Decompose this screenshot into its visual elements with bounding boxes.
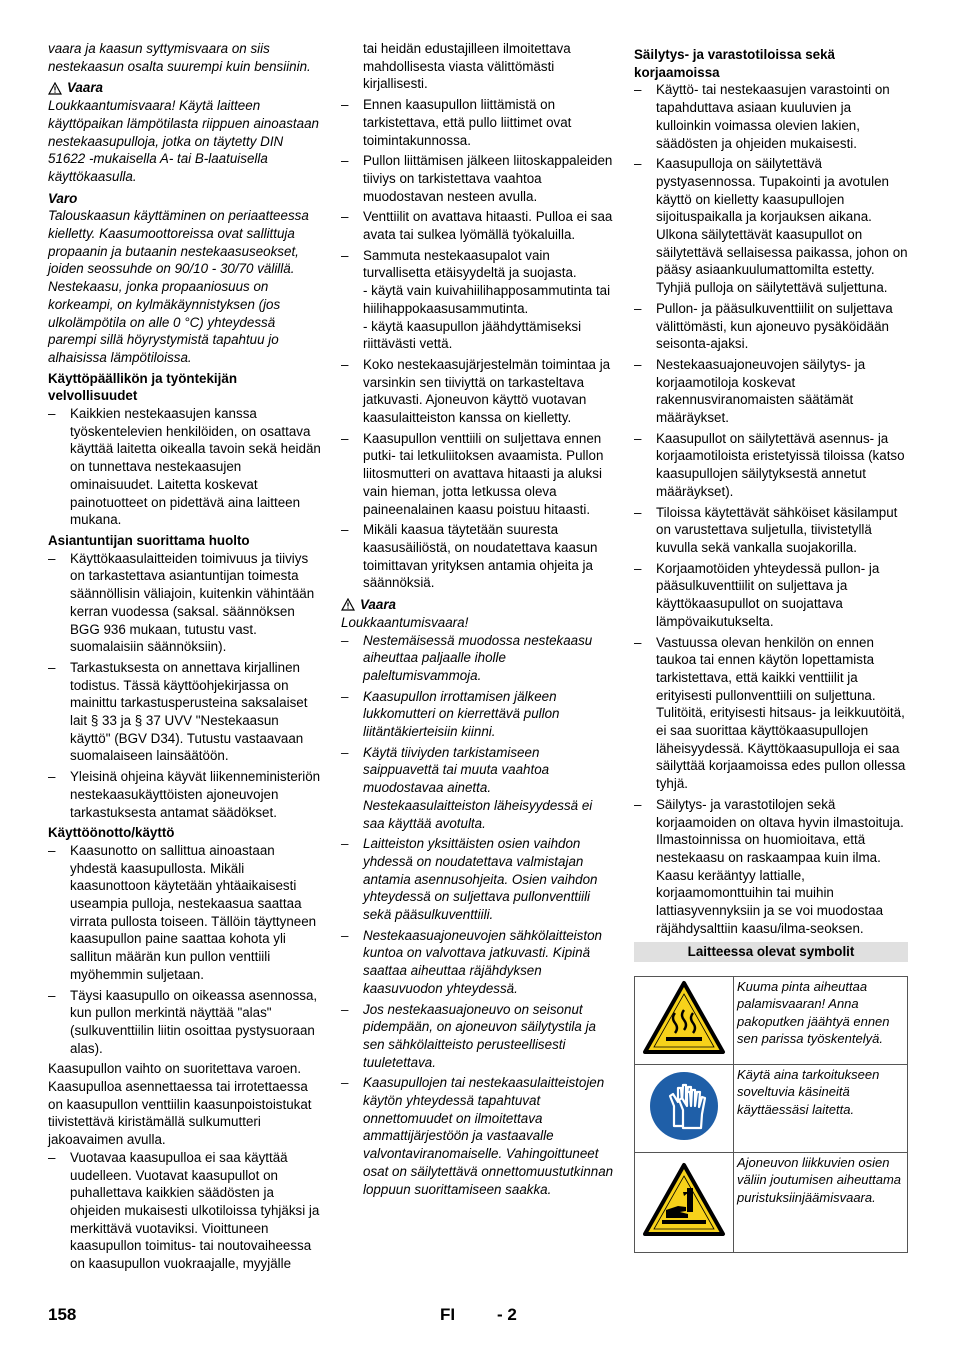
section-heading: Käyttöpäällikön ja työntekijän velvollisuudet <box>48 370 237 404</box>
list-item: – Käytä tiiviyden tarkistamiseen saippuavettä tai muuta vaahtoa muodostavaa ainetta. Nestekaasulaitteiston läheisyydessä ei saa käyttää avotulta. <box>341 744 616 833</box>
list-item: – Ennen kaasupullon liittämistä on tarkistettava, että pullo liittimet ovat toimintakunnossa. <box>341 96 616 149</box>
list-item: – Säilytys- ja varastotilojen sekä korjaamoiden on oltava hyvin ilmastoituja. Ilmastoinnissa on huomioitava, että nestekaasu on raskaampaa kuin ilma. Kaasu kerääntyy lattialle, korjaamomonttuihin tai muihin lattiasyvennyksiin ja se voi muodostaa räjähdysalttiin kaasu/ilma-seoksen. <box>634 796 908 938</box>
list-item: – Tiloissa käytettävät sähköiset käsilamput on varustettava suljetulla, tiivistetyllä kuvulla sekä vankalla suojakorilla. <box>634 504 908 557</box>
list-item: – Tarkastuksesta on annettava kirjallinen todistus. Tässä käyttöohjekirjassa on mainittu tarkastusperusteina saksalaiset lait § 33 ja § 37 UVV "Nestekaasun käyttö" (BGV D34). Tutustu vastaavaan suomalaiseen lainsäätöön. <box>48 659 322 765</box>
symbol-description: Kuuma pinta aiheuttaa palamisvaaran! Anna pakoputken jäähtyä ennen sen parissa työskentelyä. <box>734 977 908 1065</box>
paragraph: Kaasupullon vaihto on suoritettava varoen. Kaasupulloa asennettaessa tai irrotettaessa on kaasupullon venttiilin kaasunpoistoistukat tiivistettävä kiristämällä sulkumutteri jakoavaimen avulla. <box>48 1061 312 1148</box>
language-code: FI <box>440 1305 456 1324</box>
page-number: 158 <box>48 1305 77 1324</box>
list-item: – Kaasupullot on säilytettävä asennus- ja korjaamotiloista eristetyissä tiloissa (katso kaasupullojen säilytyksestä annetut määräykset). <box>634 430 908 501</box>
list-item: – Nestekaasuajoneuvojen säilytys- ja korjaamotiloja koskevat rakennusviranomaisten säätämät määräykset. <box>634 356 908 427</box>
list-item: – Käyttö- tai nestekaasujen varastointi on tapahduttava asiaan kuuluvien ja kulloinkin voimassa olevien lakien, säädösten ja ohjeiden mukaisesti. <box>634 81 908 152</box>
symbols-heading: Laitteessa olevat symbolit <box>634 942 908 962</box>
list-item: – Kaasunotto on sallittua ainoastaan yhdestä kaasupullosta. Mikäli kaasunottoon käytetään yhtäaikaisesti useampia pulloja, nestekaasua saattaa virrata pullosta toiseen. Tällöin täyttyneen kaasupullon paine saattaa kohota yli sallitun määrän kun pullon venttiili myöhemmin suljetaan. <box>48 842 322 984</box>
section-heading: Käyttöönotto/käyttö <box>48 825 175 841</box>
list-item: – Vuotavaa kaasupulloa ei saa käyttää uudelleen. Vuotavat kaasupullot on puhallettava kaikkien säädösten ja ohjeiden mukaisesti ulkotiloissa tyhjäksi ja merkittävä vuotaviksi. Vioittuneen kaasupullon toimitus- tai noutovaiheessa on kaasupullon vuokraajalle, myyjälle <box>48 1149 322 1273</box>
section-heading: Asiantuntijan suorittama huolto <box>48 532 250 548</box>
warning-text: Loukkaantumisvaara! <box>341 614 469 630</box>
table-row <box>635 977 908 1065</box>
warning-heading <box>48 79 322 97</box>
list-item: – Korjaamotöiden yhteydessä pullon- ja pääsulkuventtiilit on suljettava ja käyttökaasupullot on suojattava lämpövaikutukselta. <box>634 560 908 631</box>
intro-text: vaara ja kaasun syttymisvaara on siis nestekaasun osalta suurempi kuin bensiinin. <box>48 41 311 74</box>
warning-heading <box>341 596 616 614</box>
list-item: – Koko nestekaasujärjestelmän toimintaa ja varsinkin sen tiiviyttä on tarkasteltava jatkuvasti. Ajoneuvon käyttö vuotavan kaasulaitteiston kanssa on kielletty. <box>341 356 616 427</box>
list-item: – Mikäli kaasua täytetään suuresta kaasusäiliöstä, on noudatettava kaasun toimittavan yrityksen antamia ohjeita ja säännöksiä. <box>341 521 616 592</box>
list-item: – Jos nestekaasuajoneuvo on seisonut pidempään, on ajoneuvon säilytystila ja sen sähkölaitteisto perusteellisesti tuuletettava. <box>341 1001 616 1072</box>
caution-label: Varo <box>48 190 78 206</box>
list-item: – Käyttökaasulaitteiden toimivuus ja tiiviys on tarkastettava asiantuntijan toimesta säännöllisin väliajoin, kuitenkin vähintään kerran vuodessa (saksal. säännöksen BGG 936 mukaan, tutustu vast. suomalaisiin säännöksiin). <box>48 550 322 656</box>
column-right <box>634 40 908 1253</box>
storage-list <box>634 81 908 937</box>
wear-gloves-icon <box>648 1070 720 1142</box>
column-left <box>48 40 322 1276</box>
list-item: – Pullon liittämisen jälkeen liitoskappaleiden tiiviys on tarkistettava vaahtoa muodostavan nesteen avulla. <box>341 152 616 205</box>
list-item: – Nestemäisessä muodossa nestekaasu aiheuttaa paljaalle iholle paleltumisvammoja. <box>341 632 616 685</box>
operation-list <box>48 842 322 1057</box>
list-item: – Vastuussa olevan henkilön on ennen taukoa tai ennen käytön lopettamista tarkistettava, että kaikki venttiilit ja erityisesti pullonventtiili on suljettuna. Tulitöitä, erityisesti hitsaus- ja leikkuutöitä, ei saa suorittaa käyttökaasupullojen läheisyydessä. Käyttökaasupulloja ei saa säilyttää korjaamoissa edes pullon ollessa tyhjä. <box>634 634 908 793</box>
list-item: – Yleisinä ohjeina käyvät liikenneministeriön nestekaasukäyttöisten ajoneuvojen tarkastuksesta antamat säädökset. <box>48 768 322 821</box>
section-number: - 2 <box>497 1305 517 1324</box>
leak-list <box>48 1149 322 1273</box>
continued-text: tai heidän edustajilleen ilmoitettava mahdollisesta viasta välittömästi kirjallisesti. <box>363 41 571 92</box>
caution-text: Talouskaasun käyttäminen on periaatteessa kielletty. Kaasumoottoreissa ovat sallittuja propaanin ja butaanin nestekaasuseokset, joiden seossuhde on 90/10 - 30/70 välillä. Nestekaasu, jonka propaaniosuus on korkeampi, on kylmäkäynnistyksen (jos ulkolämpötila on alle 0 °C) yhteydessä parempi sillä höyrystymistä tapahtuu jo alhaisissa lämpötiloissa. <box>48 208 309 365</box>
warning-triangle-icon <box>48 82 62 95</box>
list-item: – Pullon- ja pääsulkuventtiilit on suljettava välittömästi, kun ajoneuvo pysäköidään seisonta-ajaksi. <box>634 300 908 353</box>
list-item: – Kaasupullon venttiili on suljettava ennen putki- tai letkuliitoksen avaamista. Pullon liitosmutteri on avattava hitaasti ja aluksi vain hieman, jotta letkussa oleva paineenalainen kaasu poistuu hitaasti. <box>341 430 616 519</box>
list-item: – Kaikkien nestekaasujen kanssa työskentelevien henkilöiden, on osattava käyttää laitetta oikealla tavoin sekä heidän on tunnettava nestekaasujen ominaisuudet. Laitetta koskevat painotuotteet on pidettävä aina laitteen mukana. <box>48 405 322 529</box>
list-item: – Nestekaasuajoneuvojen sähkölaitteiston kuntoa on valvottava jatkuvasti. Kipinä saattaa aiheuttaa räjähdyksen kaasuvuodon yhteydessä. <box>341 927 616 998</box>
safety-list <box>341 96 616 592</box>
list-item: – Venttiilit on avattava hitaasti. Pulloa ei saa avata tai sulkea lyömällä työkaluilla. <box>341 208 616 243</box>
symbols-table <box>634 976 908 1253</box>
list-item: – Kaasupulloja on säilytettävä pystyasennossa. Tupakointi ja avotulen käyttö on kielletty kaasupullojen sijoituspaikalla ja korjauksen aikana. Ulkona säilytettävät kaasupullot on säilytettävä sellaisessa paikassa, johon on pääsy asiaankuulumattomilta estetty. Tyhjiä pulloja on säilytettävä suljettuna. <box>634 155 908 297</box>
list-item: – Sammuta nestekaasupalot vain turvallisetta etäisyydeltä ja suojasta. - käytä vain kuivahiilihapposammutinta tai hiilihappokaasusammutinta. - käytä kaasupullon jäähdyttämiseksi riittävästi vettä. <box>341 247 616 353</box>
list-item: – Laitteiston yksittäisten osien vaihdon yhdessä on noudatettava valmistajan antamia asennusohjeita. Osien vaihdon yhteydessä on suljettava pullonventtiili sekä pääsulkuventtiili. <box>341 835 616 924</box>
list-item: – Täysi kaasupullo on oikeassa asennossa, kun pullon merkintä näyttää "alas" (sulkuventtiilin liitin osoittaa pystysuoraan alas). <box>48 987 322 1058</box>
duties-list <box>48 405 322 529</box>
warning-label: Vaara <box>360 597 396 613</box>
list-item: – Kaasupullon irrottamisen jälkeen lukkomutteri on kierrettävä pullon liitäntäkierteisiin kiinni. <box>341 688 616 741</box>
warning-triangle-icon <box>341 598 355 611</box>
table-row <box>635 1153 908 1253</box>
symbol-description: Ajoneuvon liikkuvien osien väliin joutumisen aiheuttama puristuksiinjäämisvaara. <box>734 1153 908 1253</box>
hand-crush-warning-icon <box>642 1162 726 1238</box>
table-row <box>635 1065 908 1153</box>
maintenance-list <box>48 550 322 822</box>
section-heading: Säilytys- ja varastotiloissa sekä korjaamoissa <box>634 47 835 80</box>
warning-label: Vaara <box>67 80 103 96</box>
column-middle <box>341 40 616 1201</box>
symbol-description: Käytä aina tarkoitukseen soveltuvia käsineitä käyttäessäsi laitetta. <box>734 1065 908 1153</box>
hot-surface-warning-icon <box>642 980 726 1056</box>
danger-list <box>341 632 616 1199</box>
list-item: – Kaasupullojen tai nestekaasulaitteistojen käytön yhteydessä tapahtuvat onnettomuudet on ilmoitettava ammattijärjestöön ja vastaavalle valvontaviranomaiselle. Vahingoittuneet osat on säilytettävä onnettomuustutkinnan loppuun suorittamiseen saakka. <box>341 1074 616 1198</box>
warning-text: Loukkaantumisvaara! Käytä laitteen käyttöpaikan lämpötilasta riippuen ainoastaan nestekaasupulloja, jotka on täytetty DIN 51622 -mukaisella A- tai B-laatuisella käyttökaasulla. <box>48 98 319 184</box>
